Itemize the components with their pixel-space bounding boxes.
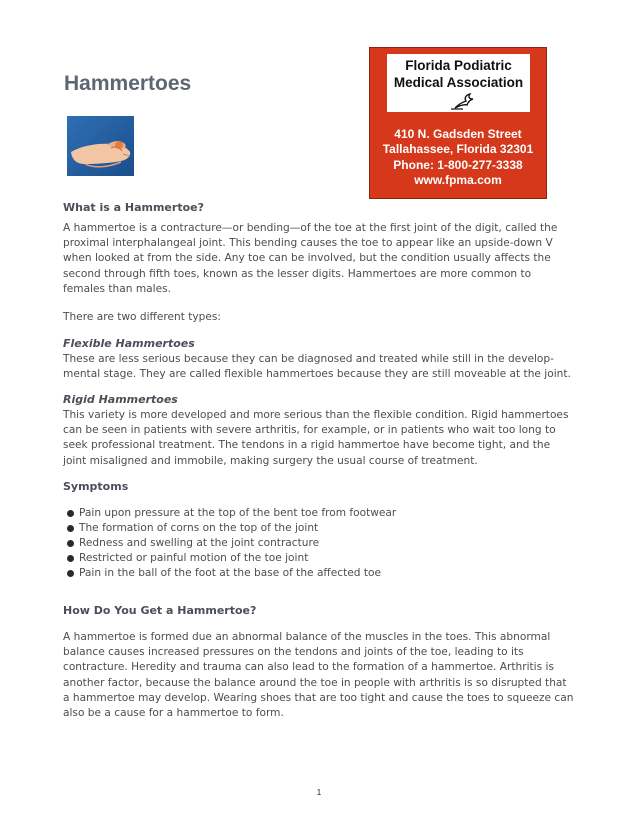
fpma-website[interactable]: www.fpma.com <box>414 173 502 188</box>
bullet-icon <box>67 525 74 532</box>
what-heading: What is a Hammertoe? <box>63 201 204 214</box>
flexible-paragraph <box>63 352 573 382</box>
fpma-logo <box>387 54 530 112</box>
cause-paragraph <box>63 630 573 721</box>
list-item-text: Restricted or painful motion of the toe joint <box>79 552 309 564</box>
foot-logo-icon <box>449 92 483 110</box>
text-line: A hammertoe is formed due an abnormal balance of the muscles in the toes. This abnormal <box>63 631 551 643</box>
fpma-info-box <box>369 47 547 199</box>
text-line: can be seen in patients with severe arthritis, for example, or in patients who wait too long to <box>63 424 556 437</box>
flexible-heading: Flexible Hammertoes <box>63 337 195 350</box>
text-line: mental stage. They are called flexible hammertoes because they are still moveable at the joint. <box>63 368 571 381</box>
hammertoe-foot-illustration <box>67 116 134 176</box>
fpma-name-line1: Florida Podiatric <box>405 58 512 73</box>
text-line: also be a cause for a hammertoe to form. <box>63 707 284 720</box>
text-line: A hammertoe is a contracture—or bending—of the toe at the first joint of the digit, called the <box>63 222 558 234</box>
text-line: These are less serious because they can be diagnosed and treated while still in the develop- <box>63 353 554 365</box>
fpma-name-line2: Medical Association <box>393 75 524 90</box>
list-item-text: Pain in the ball of the foot at the base of the affected toe <box>79 567 381 579</box>
text-line: seek professional treatment. The tendons in a rigid hammertoe have become tight, and the <box>63 439 551 452</box>
fpma-address-street: 410 N. Gadsden Street <box>394 127 522 141</box>
text-line: contracture. Heredity and trauma can also lead to the formation of a hammertoe. Arthritis is <box>63 661 554 674</box>
bullet-icon <box>67 540 74 547</box>
page-number: 1 <box>316 788 322 797</box>
text-line: when looked at from the side. Any toe can be involved, but the condition usually affects the <box>63 252 551 265</box>
list-item <box>63 566 396 581</box>
text-line: This variety is more developed and more serious than the flexible condition. Rigid hammertoes <box>63 409 569 421</box>
list-item-text: Redness and swelling at the joint contracture <box>79 537 320 549</box>
rigid-paragraph <box>63 408 573 469</box>
list-item <box>63 536 396 551</box>
list-item-text: Pain upon pressure at the top of the bent toe from footwear <box>79 507 397 519</box>
bullet-icon <box>67 555 74 562</box>
symptoms-heading: Symptoms <box>63 480 129 493</box>
what-paragraph <box>63 221 573 297</box>
rigid-heading: Rigid Hammertoes <box>63 393 178 406</box>
list-item <box>63 551 396 566</box>
page-title: Hammertoes <box>64 72 192 95</box>
text-line: balance causes increased pressures on the tendons and joints of the toe, leading to its <box>63 646 524 659</box>
text-line: joint misaligned and immobile, making surgery the usual course of treatment. <box>63 454 478 467</box>
text-line: females than males. <box>63 282 172 295</box>
list-item <box>63 506 396 521</box>
text-line: another factor, because the balance around the toe in people with arthritis is so disrupted that <box>63 676 567 689</box>
cause-heading: How Do You Get a Hammertoe? <box>63 604 257 617</box>
list-item-text: The formation of corns on the top of the joint <box>79 522 319 534</box>
fpma-address-city: Tallahassee, Florida 32301 <box>382 142 534 157</box>
types-intro: There are two different types: <box>63 311 221 323</box>
bullet-icon <box>67 510 74 517</box>
symptoms-list <box>63 506 396 581</box>
text-line: proximal interphalangeal joint. This bending causes the toe to appear like an upside-down V <box>63 237 553 250</box>
text-line: second through fifth toes, known as the lesser digits. Hammertoes are more common to <box>63 267 532 280</box>
fpma-phone: Phone: 1-800-277-3338 <box>393 157 523 172</box>
bullet-icon <box>67 570 74 577</box>
list-item <box>63 521 396 536</box>
text-line: a hammertoe may develop. Wearing shoes that are too tight and cause the toes to squeeze can <box>63 691 574 704</box>
